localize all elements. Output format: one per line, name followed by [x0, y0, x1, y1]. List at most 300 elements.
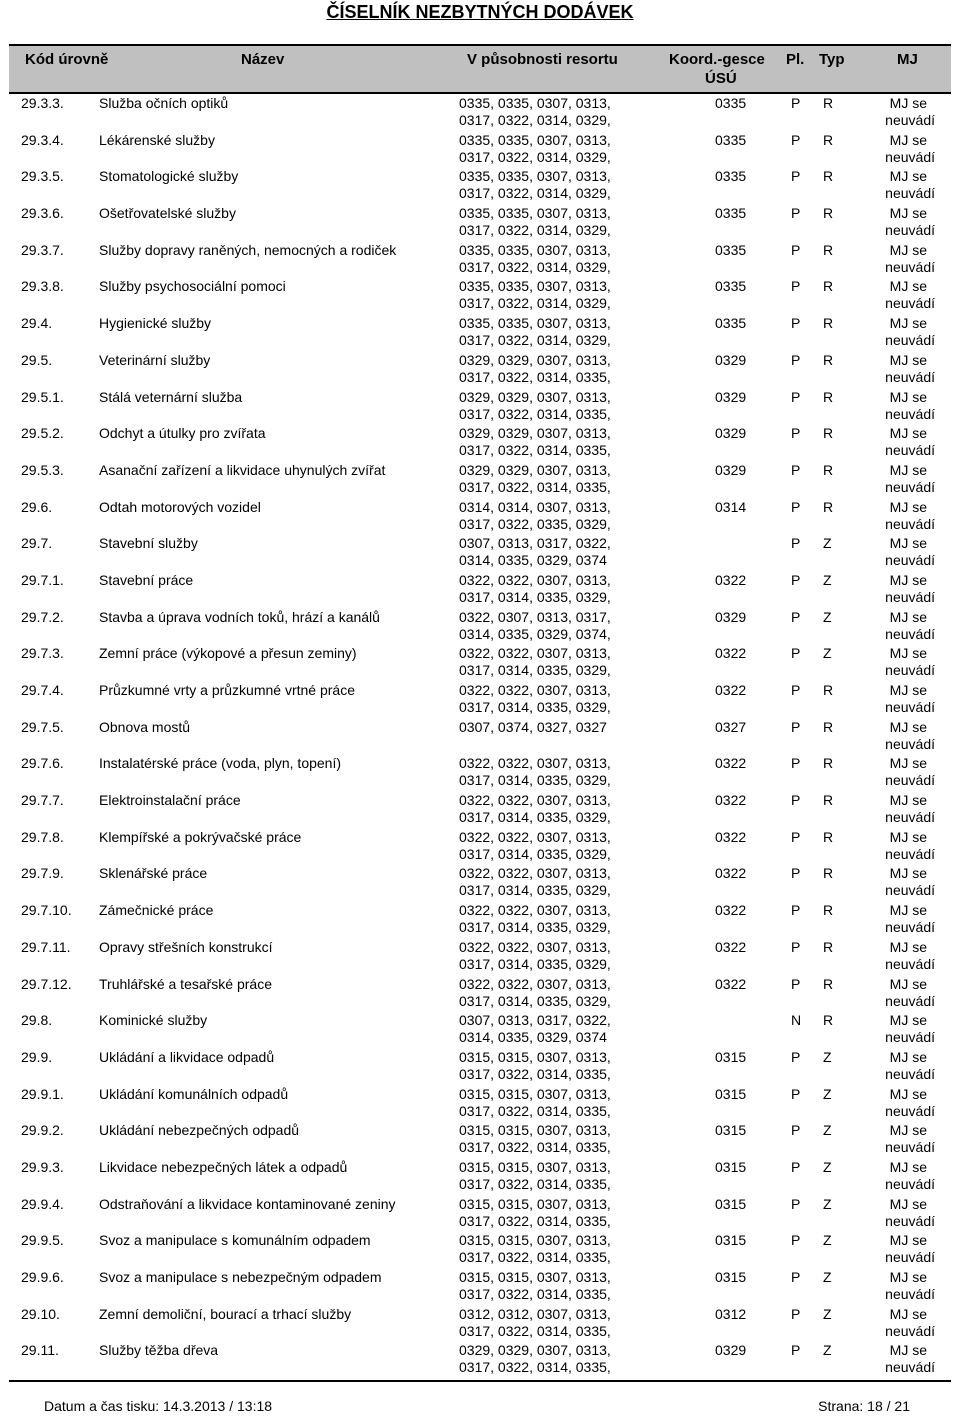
row-pl: P — [791, 535, 801, 552]
row-scope-line1: 0329, 0329, 0307, 0313, — [459, 461, 611, 478]
row-pl: P — [791, 865, 801, 882]
row-coord: 0322 — [715, 975, 747, 992]
row-name: Průzkumné vrty a průzkumné vrtné práce — [99, 682, 355, 698]
row-scope-line2: 0314, 0335, 0329, 0374 — [459, 552, 607, 569]
table-row — [9, 461, 951, 498]
row-mj-line2: neuvádí — [885, 1102, 935, 1119]
row-coord: 0322 — [715, 755, 747, 772]
table-row — [9, 1011, 951, 1048]
row-mj-line2: neuvádí — [885, 1359, 935, 1376]
row-code: 29.5.1. — [21, 388, 64, 405]
row-type: R — [823, 718, 834, 735]
row-type: R — [823, 902, 834, 919]
row-type: R — [823, 168, 834, 185]
row-scope-line2: 0317, 0322, 0314, 0335, — [459, 1102, 611, 1119]
table-row — [9, 1341, 951, 1378]
row-code: 29.3.7. — [21, 241, 64, 258]
row-mj-line1: MJ se — [889, 682, 927, 698]
row-pl: P — [791, 461, 801, 478]
row-mj-line2: neuvádí — [885, 148, 935, 165]
row-coord: 0315 — [715, 1158, 747, 1175]
row-mj-line2: neuvádí — [885, 405, 935, 422]
page-number-label: Strana: — [818, 1398, 864, 1414]
row-type: R — [823, 278, 834, 295]
table-row — [9, 718, 951, 755]
row-mj-line1: MJ se — [889, 241, 927, 258]
row-coord: 0322 — [715, 902, 747, 919]
row-mj-line1: MJ se — [889, 608, 927, 625]
row-scope-line2: 0317, 0322, 0314, 0335, — [459, 1322, 611, 1339]
row-mj-line1: MJ se — [889, 1048, 927, 1065]
row-type: R — [823, 388, 834, 405]
row-name: Odstraňování a likvidace kontaminované zeniny — [99, 1195, 396, 1212]
row-name: Zemní demoliční, bourací a trhací služby — [99, 1305, 352, 1322]
row-coord: 0315 — [715, 1232, 747, 1249]
row-type: R — [823, 975, 834, 992]
row-scope-line1: 0322, 0322, 0307, 0313, — [459, 682, 611, 698]
table-row — [9, 1048, 951, 1085]
table-row — [9, 864, 951, 901]
row-name: Sklenářské práce — [99, 865, 208, 882]
row-pl: P — [791, 902, 801, 919]
row-scope-line2: 0317, 0314, 0335, 0329, — [459, 845, 611, 862]
row-scope-line2: 0317, 0322, 0314, 0335, — [459, 368, 611, 385]
row-scope-line1: 0335, 0335, 0307, 0313, — [459, 95, 611, 111]
row-mj-line2: neuvádí — [885, 1286, 935, 1302]
row-mj-line2: neuvádí — [885, 1065, 935, 1082]
row-code: 29.9.1. — [21, 1085, 64, 1102]
row-name: Likvidace nebezpečných látek a odpadů — [99, 1158, 348, 1175]
row-mj-line1: MJ se — [889, 351, 927, 368]
row-code: 29.4. — [21, 315, 53, 332]
row-pl: P — [791, 1269, 801, 1285]
row-mj-line2: neuvádí — [885, 662, 935, 679]
row-mj-line1: MJ se — [889, 95, 927, 111]
row-mj-line1: MJ se — [889, 168, 927, 185]
row-scope-line1: 0307, 0313, 0317, 0322, — [459, 1012, 611, 1029]
row-mj-line1: MJ se — [889, 315, 927, 332]
row-name: Asanační zařízení a likvidace uhynulých zvířat — [99, 461, 386, 478]
row-code: 29.7.10. — [21, 902, 72, 919]
row-mj-line2: neuvádí — [885, 515, 935, 532]
row-mj-line1: MJ se — [889, 425, 927, 442]
row-scope-line1: 0329, 0329, 0307, 0313, — [459, 1342, 611, 1359]
row-code: 29.3.8. — [21, 278, 64, 295]
row-name: Stavební služby — [99, 535, 198, 552]
row-type: Z — [823, 1048, 832, 1065]
row-scope-line2: 0317, 0322, 0314, 0329, — [459, 112, 611, 128]
row-scope-line1: 0322, 0307, 0313, 0317, — [459, 608, 611, 625]
row-coord: 0315 — [715, 1269, 747, 1285]
row-code: 29.5.2. — [21, 425, 64, 442]
table-row — [9, 1231, 951, 1268]
row-mj-line1: MJ se — [889, 535, 927, 552]
row-pl: P — [791, 1232, 801, 1249]
table-row — [9, 167, 951, 204]
row-type: Z — [823, 1269, 832, 1285]
row-scope-line2: 0317, 0322, 0314, 0329, — [459, 332, 611, 349]
row-name: Zámečnické práce — [99, 902, 214, 919]
row-mj-line2: neuvádí — [885, 1212, 935, 1229]
row-pl: P — [791, 718, 801, 735]
row-scope-line1: 0335, 0335, 0307, 0313, — [459, 205, 611, 222]
row-mj-line2: neuvádí — [885, 919, 935, 936]
row-name: Ukládání nebezpečných odpadů — [99, 1122, 300, 1139]
row-coord: 0335 — [715, 168, 747, 185]
row-mj-line2: neuvádí — [885, 809, 935, 826]
row-code: 29.7.9. — [21, 865, 64, 882]
row-scope-line1: 0329, 0329, 0307, 0313, — [459, 351, 611, 368]
table-body — [9, 94, 951, 1382]
row-name: Veterinární služby — [99, 351, 211, 368]
row-code: 29.5. — [21, 351, 53, 368]
row-pl: P — [791, 571, 801, 588]
row-mj-line1: MJ se — [889, 1122, 927, 1139]
row-scope-line1: 0335, 0335, 0307, 0313, — [459, 241, 611, 258]
row-pl: P — [791, 828, 801, 845]
table-row — [9, 1121, 951, 1158]
row-scope-line2: 0317, 0322, 0314, 0335, — [459, 442, 611, 459]
row-type: R — [823, 351, 834, 368]
page-number — [818, 1398, 910, 1414]
row-scope-line2: 0317, 0314, 0335, 0329, — [459, 955, 611, 972]
row-pl: P — [791, 645, 801, 662]
row-type: Z — [823, 571, 832, 588]
row-code: 29.7.11. — [21, 938, 71, 955]
row-scope-line1: 0315, 0315, 0307, 0313, — [459, 1122, 611, 1139]
row-name: Lékárenské služby — [99, 131, 215, 148]
row-code: 29.7. — [21, 535, 53, 552]
row-scope-line2: 0317, 0322, 0314, 0335, — [459, 405, 611, 422]
table-header — [9, 44, 951, 94]
row-scope-line1: 0322, 0322, 0307, 0313, — [459, 645, 611, 662]
row-mj-line1: MJ se — [889, 938, 927, 955]
row-scope-line1: 0329, 0329, 0307, 0313, — [459, 388, 611, 405]
row-mj-line2: neuvádí — [885, 955, 935, 972]
row-type: R — [823, 792, 834, 809]
table-row — [9, 534, 951, 571]
row-mj-line2: neuvádí — [885, 992, 935, 1009]
table-row — [9, 608, 951, 645]
row-name: Ošetřovatelské služby — [99, 205, 236, 222]
table-row — [9, 1305, 951, 1342]
row-name: Ukládání komunálních odpadů — [99, 1085, 289, 1102]
table-row — [9, 351, 951, 388]
row-name: Instalatérské práce (voda, plyn, topení) — [99, 755, 342, 772]
row-coord: 0322 — [715, 938, 747, 955]
row-pl: P — [791, 425, 801, 442]
row-scope-line2: 0317, 0322, 0314, 0335, — [459, 1175, 611, 1192]
row-pl: P — [791, 205, 801, 222]
table-row — [9, 1268, 951, 1305]
row-mj-line1: MJ se — [889, 792, 927, 809]
row-pl: P — [791, 938, 801, 955]
row-code: 29.7.2. — [21, 608, 64, 625]
row-scope-line1: 0307, 0313, 0317, 0322, — [459, 535, 611, 552]
row-scope-line2: 0317, 0322, 0314, 0335, — [459, 1286, 611, 1302]
table-row — [9, 204, 951, 241]
row-mj-line1: MJ se — [889, 1305, 927, 1322]
row-name: Stomatologické služby — [99, 168, 239, 185]
table-row — [9, 571, 951, 608]
row-scope-line1: 0315, 0315, 0307, 0313, — [459, 1195, 611, 1212]
row-name: Svoz a manipulace s komunálním odpadem — [99, 1232, 371, 1249]
row-coord: 0335 — [715, 131, 747, 148]
row-coord: 0315 — [715, 1195, 747, 1212]
row-scope-line2: 0317, 0322, 0314, 0335, — [459, 478, 611, 495]
row-mj-line2: neuvádí — [885, 1249, 935, 1266]
row-mj-line2: neuvádí — [885, 699, 935, 715]
row-mj-line2: neuvádí — [885, 1139, 935, 1156]
row-mj-line1: MJ se — [889, 1158, 927, 1175]
row-coord: 0322 — [715, 865, 747, 882]
header-name: Název — [241, 51, 285, 68]
row-type: Z — [823, 1122, 832, 1139]
row-coord: 0322 — [715, 792, 747, 809]
row-scope-line1: 0322, 0322, 0307, 0313, — [459, 975, 611, 992]
row-mj-line2: neuvádí — [885, 295, 935, 312]
row-coord: 0314 — [715, 498, 747, 515]
row-type: R — [823, 131, 834, 148]
row-mj-line1: MJ se — [889, 718, 927, 735]
row-name: Služby těžba dřeva — [99, 1342, 219, 1359]
row-scope-line2: 0314, 0335, 0329, 0374, — [459, 625, 611, 642]
row-pl: P — [791, 388, 801, 405]
row-code: 29.5.3. — [21, 461, 64, 478]
row-coord: 0315 — [715, 1122, 747, 1139]
row-mj-line2: neuvádí — [885, 588, 935, 605]
row-code: 29.8. — [21, 1012, 53, 1029]
header-mj: MJ — [897, 51, 918, 68]
row-pl: P — [791, 1085, 801, 1102]
row-name: Zemní práce (výkopové a přesun zeminy) — [99, 645, 357, 662]
row-scope-line2: 0317, 0314, 0335, 0329, — [459, 882, 611, 899]
page-number-value: 18 / 21 — [867, 1398, 910, 1414]
row-pl: P — [791, 278, 801, 295]
row-type: R — [823, 315, 834, 332]
row-mj-line1: MJ se — [889, 571, 927, 588]
row-mj-line1: MJ se — [889, 205, 927, 222]
row-scope-line1: 0315, 0315, 0307, 0313, — [459, 1269, 611, 1285]
row-name: Stavební práce — [99, 571, 194, 588]
row-mj-line2: neuvádí — [885, 772, 935, 789]
table-row — [9, 828, 951, 865]
table-row — [9, 901, 951, 938]
row-type: Z — [823, 535, 832, 552]
row-scope-line1: 0329, 0329, 0307, 0313, — [459, 425, 611, 442]
row-type: R — [823, 425, 834, 442]
row-mj-line2: neuvádí — [885, 368, 935, 385]
row-name: Služby dopravy raněných, nemocných a rodiček — [99, 241, 397, 258]
row-mj-line1: MJ se — [889, 975, 927, 992]
row-pl: P — [791, 168, 801, 185]
row-coord: 0329 — [715, 608, 747, 625]
row-mj-line2: neuvádí — [885, 478, 935, 495]
row-mj-line1: MJ se — [889, 1195, 927, 1212]
row-type: Z — [823, 1195, 832, 1212]
row-coord: 0315 — [715, 1048, 747, 1065]
row-coord: 0329 — [715, 1342, 747, 1359]
row-mj-line2: neuvádí — [885, 1175, 935, 1192]
row-name: Odtah motorových vozidel — [99, 498, 261, 515]
header-pl: Pl. — [786, 51, 805, 68]
row-coord: 0329 — [715, 388, 747, 405]
row-scope-line2: 0317, 0322, 0314, 0335, — [459, 1139, 611, 1156]
row-code: 29.9. — [21, 1048, 53, 1065]
row-scope-line1: 0335, 0335, 0307, 0313, — [459, 131, 611, 148]
row-type: R — [823, 938, 834, 955]
row-scope-line1: 0315, 0315, 0307, 0313, — [459, 1048, 611, 1065]
table-row — [9, 975, 951, 1012]
row-type: Z — [823, 608, 832, 625]
row-mj-line1: MJ se — [889, 498, 927, 515]
row-coord: 0327 — [715, 718, 747, 735]
row-name: Kominické služby — [99, 1012, 208, 1029]
row-name: Služby psychosociální pomoci — [99, 278, 286, 295]
row-mj-line1: MJ se — [889, 278, 927, 295]
row-code: 29.7.7. — [21, 792, 64, 809]
table-row — [9, 644, 951, 681]
row-code: 29.3.4. — [21, 131, 64, 148]
row-scope-line2: 0317, 0322, 0314, 0329, — [459, 295, 611, 312]
row-scope-line1: 0322, 0322, 0307, 0313, — [459, 571, 611, 588]
row-coord: 0329 — [715, 351, 747, 368]
row-code: 29.9.2. — [21, 1122, 64, 1139]
row-mj-line2: neuvádí — [885, 112, 935, 128]
row-scope-line2: 0317, 0314, 0335, 0329, — [459, 992, 611, 1009]
print-date-value: 14.3.2013 / 13:18 — [163, 1398, 273, 1414]
row-scope-line2: 0317, 0314, 0335, 0329, — [459, 809, 611, 826]
row-name: Elektroinstalační práce — [99, 792, 241, 809]
row-type: R — [823, 755, 834, 772]
row-code: 29.9.5. — [21, 1232, 64, 1249]
row-coord: 0322 — [715, 828, 747, 845]
table-row — [9, 277, 951, 314]
row-scope-line1: 0322, 0322, 0307, 0313, — [459, 792, 611, 809]
row-type: R — [823, 461, 834, 478]
row-scope-line1: 0315, 0315, 0307, 0313, — [459, 1085, 611, 1102]
row-type: R — [823, 682, 834, 698]
row-mj-line1: MJ se — [889, 461, 927, 478]
row-coord: 0329 — [715, 425, 747, 442]
row-mj-line1: MJ se — [889, 1232, 927, 1249]
row-scope-line2: 0317, 0314, 0335, 0329, — [459, 772, 611, 789]
row-scope-line2: 0317, 0322, 0335, 0329, — [459, 515, 611, 532]
row-scope-line2: 0317, 0314, 0335, 0329, — [459, 588, 611, 605]
row-scope-line1: 0322, 0322, 0307, 0313, — [459, 828, 611, 845]
row-pl: P — [791, 1048, 801, 1065]
row-mj-line2: neuvádí — [885, 258, 935, 275]
row-code: 29.9.3. — [21, 1158, 64, 1175]
row-pl: N — [791, 1012, 802, 1029]
row-pl: P — [791, 498, 801, 515]
row-scope-line2: 0314, 0335, 0329, 0374 — [459, 1029, 607, 1046]
row-name: Odchyt a útulky pro zvířata — [99, 425, 266, 442]
page-title: ČÍSELNÍK NEZBYTNÝCH DODÁVEK — [326, 2, 634, 22]
row-code: 29.9.4. — [21, 1195, 64, 1212]
row-name: Opravy střešních konstrukcí — [99, 938, 273, 955]
row-pl: P — [791, 1158, 801, 1175]
row-scope-line2: 0317, 0314, 0335, 0329, — [459, 699, 611, 715]
row-mj-line1: MJ se — [889, 1342, 927, 1359]
row-scope-line1: 0335, 0335, 0307, 0313, — [459, 168, 611, 185]
table-row — [9, 314, 951, 351]
row-scope-line2: 0317, 0322, 0314, 0329, — [459, 222, 611, 239]
row-scope-line2: 0317, 0322, 0314, 0335, — [459, 1249, 611, 1266]
row-pl: P — [791, 95, 801, 111]
row-name: Truhlářské a tesařské práce — [99, 975, 272, 992]
row-code: 29.7.4. — [21, 682, 64, 698]
row-pl: P — [791, 315, 801, 332]
row-mj-line2: neuvádí — [885, 882, 935, 899]
row-coord: 0322 — [715, 571, 747, 588]
row-scope-line1: 0322, 0322, 0307, 0313, — [459, 938, 611, 955]
table-row — [9, 681, 951, 718]
row-type: R — [823, 498, 834, 515]
row-mj-line1: MJ se — [889, 388, 927, 405]
row-coord: 0335 — [715, 278, 747, 295]
row-mj-line2: neuvádí — [885, 845, 935, 862]
table-row — [9, 241, 951, 278]
row-scope-line1: 0312, 0312, 0307, 0313, — [459, 1305, 611, 1322]
row-scope-line2: 0317, 0322, 0314, 0329, — [459, 185, 611, 202]
table-row — [9, 424, 951, 461]
row-type: R — [823, 828, 834, 845]
row-name: Ukládání a likvidace odpadů — [99, 1048, 275, 1065]
row-scope-line1: 0322, 0322, 0307, 0313, — [459, 865, 611, 882]
table-row — [9, 754, 951, 791]
row-code: 29.6. — [21, 498, 53, 515]
row-pl: P — [791, 1305, 801, 1322]
row-mj-line1: MJ se — [889, 645, 927, 662]
row-name: Služba očních optiků — [99, 95, 229, 111]
row-mj-line1: MJ se — [889, 902, 927, 919]
row-code: 29.7.6. — [21, 755, 64, 772]
row-type: Z — [823, 1085, 832, 1102]
row-name: Hygienické služby — [99, 315, 212, 332]
row-code: 29.11. — [21, 1342, 59, 1359]
row-pl: P — [791, 241, 801, 258]
row-type: Z — [823, 1342, 832, 1359]
row-scope-line1: 0322, 0322, 0307, 0313, — [459, 902, 611, 919]
row-mj-line1: MJ se — [889, 1012, 927, 1029]
row-type: Z — [823, 1158, 832, 1175]
row-pl: P — [791, 351, 801, 368]
table-row — [9, 94, 951, 131]
row-mj-line2: neuvádí — [885, 222, 935, 239]
header-coord-line2: ÚSÚ — [705, 70, 737, 87]
row-scope-line1: 0335, 0335, 0307, 0313, — [459, 315, 611, 332]
print-date-label: Datum a čas tisku: — [44, 1398, 160, 1414]
row-code: 29.10. — [21, 1305, 60, 1322]
row-mj-line1: MJ se — [889, 755, 927, 772]
row-mj-line2: neuvádí — [885, 1322, 935, 1339]
header-type: Typ — [819, 51, 845, 68]
row-scope-line2: 0317, 0322, 0314, 0329, — [459, 258, 611, 275]
row-pl: P — [791, 1195, 801, 1212]
table-row — [9, 1085, 951, 1122]
row-type: R — [823, 1012, 834, 1029]
row-coord: 0315 — [715, 1085, 747, 1102]
row-scope-line1: 0315, 0315, 0307, 0313, — [459, 1158, 611, 1175]
row-mj-line1: MJ se — [889, 865, 927, 882]
table-row — [9, 1195, 951, 1232]
row-scope-line1: 0314, 0314, 0307, 0313, — [459, 498, 611, 515]
row-name: Klempířské a pokrývačské práce — [99, 828, 302, 845]
row-scope-line1: 0315, 0315, 0307, 0313, — [459, 1232, 611, 1249]
row-mj-line1: MJ se — [889, 1085, 927, 1102]
row-name: Obnova mostů — [99, 718, 191, 735]
